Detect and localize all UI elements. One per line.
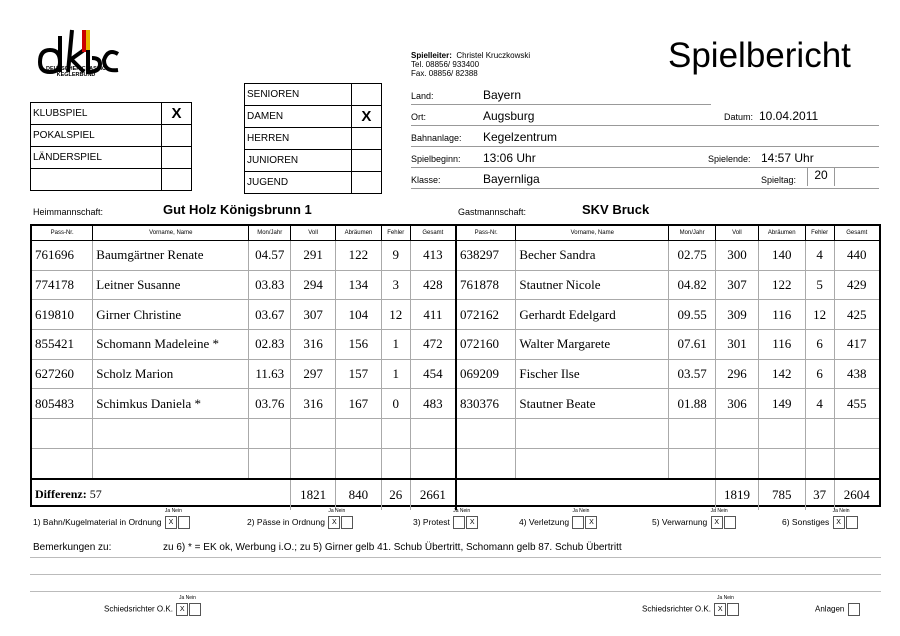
home-name-cell: Scholz Marion xyxy=(93,359,249,389)
home-total-gesamt: 2661 xyxy=(410,479,456,510)
guest-pass-cell xyxy=(456,419,516,449)
guest-team-name: SKV Bruck xyxy=(582,202,650,217)
home-label: Heimmannschaft: xyxy=(33,207,104,217)
game-type-left-mark[interactable] xyxy=(162,125,192,147)
guest-date-cell xyxy=(669,448,716,478)
home-name-cell: Girner Christine xyxy=(93,300,249,330)
check-nein-checkbox[interactable]: X xyxy=(466,516,478,529)
home-abr-cell: 167 xyxy=(336,389,382,419)
fax: Fax. 08856/ 82388 xyxy=(411,69,478,78)
home-voll-cell: 307 xyxy=(291,300,336,330)
game-type-left-label: KLUBSPIEL xyxy=(31,103,162,125)
home-gesamt-cell: 413 xyxy=(410,241,456,271)
referee-right-ja-checkbox[interactable]: X xyxy=(714,603,726,616)
home-abr-cell: 156 xyxy=(336,330,382,360)
home-name-cell: Schomann Madeleine * xyxy=(93,330,249,360)
home-gesamt-cell: 411 xyxy=(410,300,456,330)
game-type-left-row xyxy=(31,103,192,125)
guest-abr-cell: 116 xyxy=(758,300,805,330)
logo-text: DEUTSCHER CLASSIC KEGLERBUND xyxy=(46,66,106,78)
check-nein-checkbox[interactable] xyxy=(341,516,353,529)
guest-gesamt-cell xyxy=(834,419,879,449)
guest-fehler-cell: 5 xyxy=(805,270,834,300)
guest-abr-cell: 116 xyxy=(758,330,805,360)
game-type-left xyxy=(30,102,192,191)
guest-abr-cell xyxy=(758,419,805,449)
guest-gesamt-cell: 429 xyxy=(834,270,879,300)
guest-date-cell: 09.55 xyxy=(669,300,716,330)
check-nein-checkbox[interactable] xyxy=(178,516,190,529)
table-row xyxy=(32,448,879,478)
home-voll-cell: 316 xyxy=(291,330,336,360)
game-type-right-row xyxy=(245,172,382,194)
guest-pass-cell: 072162 xyxy=(456,300,516,330)
column-header: Mon/Jahr xyxy=(249,226,291,241)
game-type-right-label: SENIOREN xyxy=(245,84,352,106)
guest-name-cell: Walter Margarete xyxy=(516,330,669,360)
home-abr-cell: 122 xyxy=(336,241,382,271)
check-nein-checkbox[interactable] xyxy=(724,516,736,529)
difference-cell: Differenz: 57 xyxy=(32,479,291,510)
guest-pass-cell xyxy=(456,448,516,478)
table-row xyxy=(32,300,879,330)
guest-abr-cell: 149 xyxy=(758,389,805,419)
guest-voll-cell: 307 xyxy=(716,270,759,300)
table-row xyxy=(32,330,879,360)
referee-left-nein-checkbox[interactable] xyxy=(189,603,201,616)
home-pass-cell: 761696 xyxy=(32,241,93,271)
game-type-right-row xyxy=(245,150,382,172)
column-header: Voll xyxy=(716,226,759,241)
guest-pass-cell: 830376 xyxy=(456,389,516,419)
game-type-right-mark[interactable] xyxy=(351,84,381,106)
info-beginn: Spielbeginn: 13:06 Uhr Spielende: 14:57 Uhr xyxy=(411,146,879,168)
game-type-left-row xyxy=(31,147,192,169)
guest-voll-cell xyxy=(716,448,759,478)
game-type-left-label xyxy=(31,169,162,191)
check-5: 5) Verwarnung Ja Nein X xyxy=(652,516,736,529)
guest-abr-cell: 142 xyxy=(758,359,805,389)
column-header: Gesamt xyxy=(410,226,456,241)
home-fehler-cell: 0 xyxy=(381,389,410,419)
guest-voll-cell: 296 xyxy=(716,359,759,389)
home-date-cell: 11.63 xyxy=(249,359,291,389)
info-bahn: Bahnanlage: Kegelzentrum xyxy=(411,125,879,147)
check-6: 6) Sonstiges Ja Nein X xyxy=(782,516,858,529)
column-header: Fehler xyxy=(381,226,410,241)
home-date-cell: 03.83 xyxy=(249,270,291,300)
guest-pass-cell: 072160 xyxy=(456,330,516,360)
guest-name-cell: Becher Sandra xyxy=(516,241,669,271)
home-date-cell: 04.57 xyxy=(249,241,291,271)
guest-date-cell: 07.61 xyxy=(669,330,716,360)
game-type-right-mark[interactable]: X xyxy=(351,106,381,128)
guest-abr-cell: 122 xyxy=(758,270,805,300)
home-voll-cell xyxy=(291,448,336,478)
game-type-right-mark[interactable] xyxy=(351,172,381,194)
referee-right-nein-checkbox[interactable] xyxy=(727,603,739,616)
guest-date-cell: 03.57 xyxy=(669,359,716,389)
home-voll-cell: 291 xyxy=(291,241,336,271)
guest-total-abr: 785 xyxy=(758,479,805,510)
guest-pass-cell: 069209 xyxy=(456,359,516,389)
referee-left-ja-checkbox[interactable]: X xyxy=(176,603,188,616)
guest-fehler-cell: 4 xyxy=(805,389,834,419)
column-header: Pass-Nr. xyxy=(456,226,516,241)
game-type-left-row xyxy=(31,169,192,191)
home-total-fehler: 26 xyxy=(381,479,410,510)
guest-voll-cell: 300 xyxy=(716,241,759,271)
game-type-right-label: JUGEND xyxy=(245,172,352,194)
totals-row xyxy=(32,479,879,510)
home-gesamt-cell: 428 xyxy=(410,270,456,300)
column-header: Mon/Jahr xyxy=(669,226,716,241)
remarks-text: zu 6) * = EK ok, Werbung i.O.; zu 5) Girner gelb 41. Schub Übertritt, Schomann gelb 87. Schub Übertritt xyxy=(163,542,622,553)
guest-date-cell: 02.75 xyxy=(669,241,716,271)
divider xyxy=(30,591,881,592)
guest-abr-cell: 140 xyxy=(758,241,805,271)
guest-fehler-cell: 6 xyxy=(805,359,834,389)
table-row xyxy=(32,419,879,449)
remarks-label: Bemerkungen zu: xyxy=(33,542,112,553)
home-team-name: Gut Holz Königsbrunn 1 xyxy=(163,202,312,217)
guest-abr-cell xyxy=(758,448,805,478)
divider xyxy=(30,557,881,558)
column-header: Vorname, Name xyxy=(93,226,249,241)
home-name-cell: Baumgärtner Renate xyxy=(93,241,249,271)
game-type-left-mark[interactable] xyxy=(162,147,192,169)
guest-fehler-cell: 12 xyxy=(805,300,834,330)
home-voll-cell: 316 xyxy=(291,389,336,419)
home-fehler-cell: 1 xyxy=(381,330,410,360)
home-pass-cell: 805483 xyxy=(32,389,93,419)
guest-voll-cell: 306 xyxy=(716,389,759,419)
game-type-left-row xyxy=(31,125,192,147)
check-ja-checkbox[interactable]: X xyxy=(833,516,845,529)
home-abr-cell: 157 xyxy=(336,359,382,389)
home-name-cell xyxy=(93,419,249,449)
table-row xyxy=(32,270,879,300)
game-type-left-mark[interactable]: X xyxy=(162,103,192,125)
home-abr-cell: 104 xyxy=(336,300,382,330)
guest-fehler-cell xyxy=(805,419,834,449)
guest-fehler-cell xyxy=(805,448,834,478)
guest-gesamt-cell: 455 xyxy=(834,389,879,419)
page-title: Spielbericht xyxy=(668,36,851,75)
guest-gesamt-cell: 438 xyxy=(834,359,879,389)
game-type-left-label: LÄNDERSPIEL xyxy=(31,147,162,169)
home-date-cell xyxy=(249,448,291,478)
guest-total-voll: 1819 xyxy=(716,479,759,510)
guest-name-cell xyxy=(516,448,669,478)
table-row xyxy=(32,241,879,271)
check-1: 1) Bahn/Kugelmaterial in Ordnung Ja Nein X xyxy=(33,516,190,529)
home-gesamt-cell xyxy=(410,419,456,449)
home-fehler-cell xyxy=(381,448,410,478)
referee-left: Ja Nein Schiedsrichter O.K. X xyxy=(104,603,201,616)
home-pass-cell: 774178 xyxy=(32,270,93,300)
game-type-left-label: POKALSPIEL xyxy=(31,125,162,147)
guest-total-spacer xyxy=(456,479,716,510)
home-total-voll: 1821 xyxy=(291,479,336,510)
spielleiter: Spielleiter: Christel Kruczkowski xyxy=(411,51,531,60)
home-date-cell: 02.83 xyxy=(249,330,291,360)
phone: Tel. 08856/ 933400 xyxy=(411,60,480,69)
home-date-cell xyxy=(249,419,291,449)
column-header: Fehler xyxy=(805,226,834,241)
column-header: Gesamt xyxy=(834,226,879,241)
guest-name-cell: Stautner Beate xyxy=(516,389,669,419)
home-pass-cell: 619810 xyxy=(32,300,93,330)
game-type-right xyxy=(244,83,382,194)
home-fehler-cell: 12 xyxy=(381,300,410,330)
table-row xyxy=(32,359,879,389)
home-date-cell: 03.76 xyxy=(249,389,291,419)
check-ja-checkbox[interactable]: X xyxy=(165,516,177,529)
guest-date-cell xyxy=(669,419,716,449)
guest-pass-cell: 638297 xyxy=(456,241,516,271)
check-ja-checkbox[interactable]: X xyxy=(328,516,340,529)
guest-label: Gastmannschaft: xyxy=(458,207,527,217)
home-fehler-cell: 1 xyxy=(381,359,410,389)
info-land: Land: Bayern xyxy=(411,83,711,105)
guest-name-cell: Gerhardt Edelgard xyxy=(516,300,669,330)
home-name-cell: Leitner Susanne xyxy=(93,270,249,300)
home-gesamt-cell: 472 xyxy=(410,330,456,360)
column-header: Vorname, Name xyxy=(516,226,669,241)
referee-right: Ja Nein Schiedsrichter O.K. X xyxy=(642,603,739,616)
game-type-left-mark[interactable] xyxy=(162,169,192,191)
guest-pass-cell: 761878 xyxy=(456,270,516,300)
guest-name-cell: Stautner Nicole xyxy=(516,270,669,300)
home-voll-cell: 294 xyxy=(291,270,336,300)
guest-voll-cell: 309 xyxy=(716,300,759,330)
guest-fehler-cell: 6 xyxy=(805,330,834,360)
game-type-right-mark[interactable] xyxy=(351,128,381,150)
anlagen-checkbox[interactable] xyxy=(848,603,860,616)
home-date-cell: 03.67 xyxy=(249,300,291,330)
game-type-right-label: HERREN xyxy=(245,128,352,150)
home-name-cell: Schimkus Daniela * xyxy=(93,389,249,419)
column-header: Voll xyxy=(291,226,336,241)
guest-voll-cell: 301 xyxy=(716,330,759,360)
guest-date-cell: 04.82 xyxy=(669,270,716,300)
game-type-right-row xyxy=(245,106,382,128)
home-abr-cell xyxy=(336,448,382,478)
home-abr-cell: 134 xyxy=(336,270,382,300)
game-type-right-label: JUNIOREN xyxy=(245,150,352,172)
guest-date-cell: 01.88 xyxy=(669,389,716,419)
info-klasse: Klasse: Bayernliga Spieltag: 20 xyxy=(411,167,879,189)
game-type-right-mark[interactable] xyxy=(351,150,381,172)
home-fehler-cell: 9 xyxy=(381,241,410,271)
anlagen: Anlagen xyxy=(815,603,860,616)
check-nein-checkbox[interactable]: X xyxy=(585,516,597,529)
score-table xyxy=(30,224,881,507)
home-gesamt-cell xyxy=(410,448,456,478)
guest-total-gesamt: 2604 xyxy=(834,479,879,510)
check-3: 3) Protest Ja Nein X xyxy=(413,516,478,529)
game-type-right-label: DAMEN xyxy=(245,106,352,128)
home-total-abr: 840 xyxy=(336,479,382,510)
guest-gesamt-cell: 425 xyxy=(834,300,879,330)
column-header: Pass-Nr. xyxy=(32,226,93,241)
home-fehler-cell: 3 xyxy=(381,270,410,300)
home-pass-cell xyxy=(32,419,93,449)
guest-gesamt-cell xyxy=(834,448,879,478)
check-4: 4) Verletzung Ja Nein X xyxy=(519,516,597,529)
home-pass-cell xyxy=(32,448,93,478)
guest-total-fehler: 37 xyxy=(805,479,834,510)
column-header: Abräumen xyxy=(336,226,382,241)
home-name-cell xyxy=(93,448,249,478)
home-abr-cell xyxy=(336,419,382,449)
divider xyxy=(30,574,881,575)
home-gesamt-cell: 454 xyxy=(410,359,456,389)
guest-name-cell xyxy=(516,419,669,449)
check-ja-checkbox[interactable] xyxy=(453,516,465,529)
guest-voll-cell xyxy=(716,419,759,449)
guest-gesamt-cell: 440 xyxy=(834,241,879,271)
guest-name-cell: Fischer Ilse xyxy=(516,359,669,389)
game-type-right-row xyxy=(245,84,382,106)
home-voll-cell xyxy=(291,419,336,449)
game-type-right-row xyxy=(245,128,382,150)
home-voll-cell: 297 xyxy=(291,359,336,389)
check-2: 2) Pässe in Ordnung Ja Nein X xyxy=(247,516,353,529)
column-header: Abräumen xyxy=(758,226,805,241)
check-ja-checkbox[interactable]: X xyxy=(711,516,723,529)
home-fehler-cell xyxy=(381,419,410,449)
home-pass-cell: 627260 xyxy=(32,359,93,389)
guest-fehler-cell: 4 xyxy=(805,241,834,271)
table-row xyxy=(32,389,879,419)
home-gesamt-cell: 483 xyxy=(410,389,456,419)
info-ort: Ort: Augsburg Datum: 10.04.2011 xyxy=(411,104,879,126)
check-ja-checkbox[interactable] xyxy=(572,516,584,529)
home-pass-cell: 855421 xyxy=(32,330,93,360)
guest-gesamt-cell: 417 xyxy=(834,330,879,360)
check-nein-checkbox[interactable] xyxy=(846,516,858,529)
